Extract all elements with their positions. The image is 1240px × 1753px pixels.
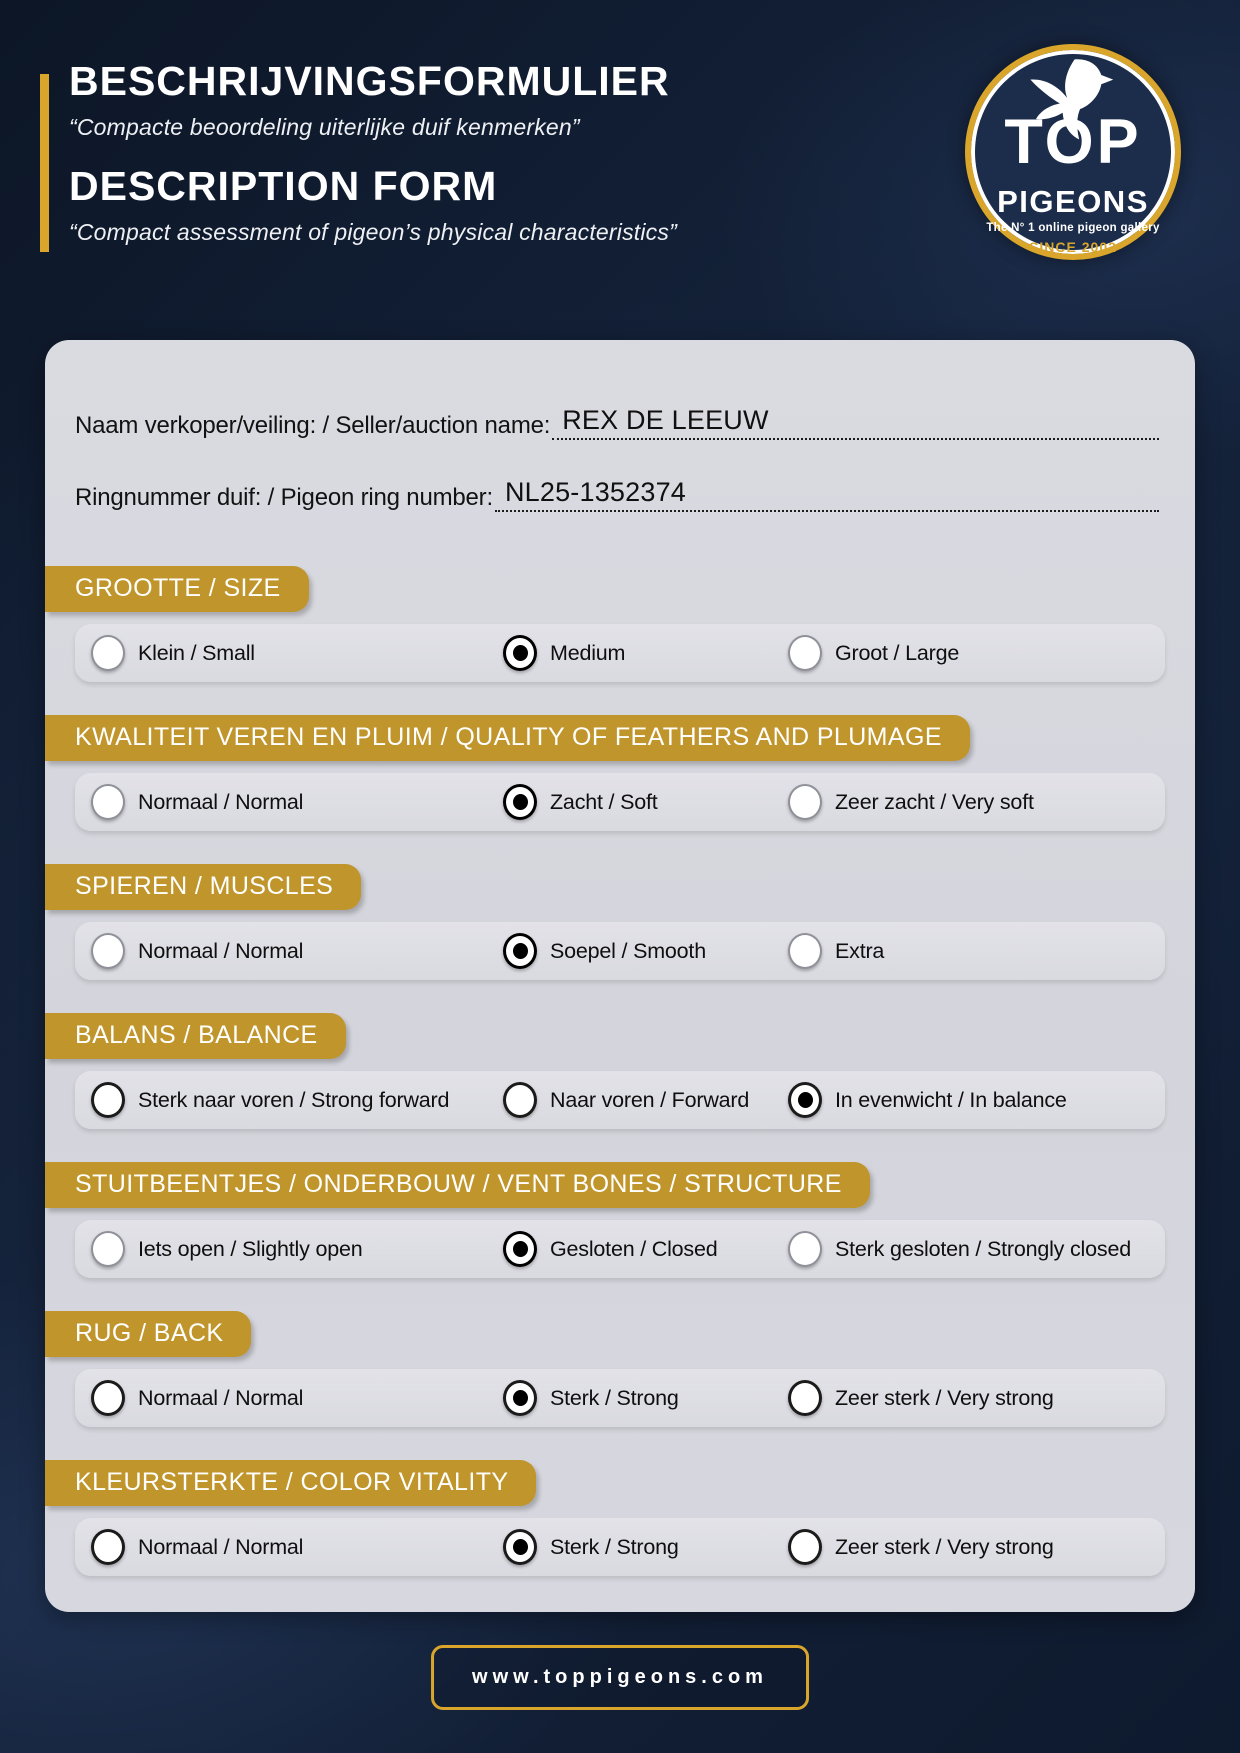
radio-icon[interactable] bbox=[91, 1231, 125, 1267]
website-badge[interactable] bbox=[431, 1645, 809, 1710]
radio-icon[interactable] bbox=[788, 933, 822, 969]
field-ring-number bbox=[75, 476, 1159, 512]
radio-selected-icon[interactable] bbox=[503, 635, 537, 671]
option-label: In evenwicht / In balance bbox=[835, 1087, 1067, 1112]
option-label: Zacht / Soft bbox=[550, 789, 658, 814]
option-label: Sterk naar voren / Strong forward bbox=[138, 1087, 450, 1112]
option-label: Sterk / Strong bbox=[550, 1534, 679, 1559]
form-sections bbox=[45, 566, 1195, 1576]
option bbox=[788, 1529, 1165, 1565]
option-label: Iets open / Slightly open bbox=[138, 1236, 363, 1261]
radio-icon[interactable] bbox=[91, 784, 125, 820]
option bbox=[91, 1529, 503, 1565]
field-dotted-line[interactable] bbox=[552, 404, 1159, 440]
website-url: www.toppigeons.com bbox=[472, 1666, 768, 1688]
option-label: Soepel / Smooth bbox=[550, 938, 706, 963]
option bbox=[788, 784, 1165, 820]
section-rug bbox=[75, 1311, 1165, 1427]
field-label: Naam verkoper/veiling: / Seller/auction name: bbox=[75, 412, 551, 439]
option bbox=[788, 1380, 1165, 1416]
field-dotted-line[interactable] bbox=[495, 476, 1159, 512]
option-label: Sterk gesloten / Strongly closed bbox=[835, 1236, 1131, 1261]
option-label: Medium bbox=[550, 640, 626, 665]
page-subtitle-nl: “Compacte beoordeling uiterlijke duif kenmerken” bbox=[69, 114, 580, 141]
option bbox=[788, 635, 1165, 671]
section-title-badge: KWALITEIT VEREN EN PLUIM / QUALITY OF FEATHERS AND PLUMAGE bbox=[45, 715, 970, 761]
radio-icon[interactable] bbox=[91, 1082, 125, 1118]
page-title-en: DESCRIPTION FORM bbox=[69, 163, 498, 210]
page-title-nl: BESCHRIJVINGSFORMULIER bbox=[69, 58, 670, 104]
option-label: Normaal / Normal bbox=[138, 1385, 304, 1410]
option-label: Extra bbox=[835, 938, 885, 963]
radio-selected-icon[interactable] bbox=[788, 1082, 822, 1118]
option bbox=[503, 635, 788, 671]
section-title-badge: STUITBEENTJES / ONDERBOUW / VENT BONES / STRUCTURE bbox=[45, 1162, 870, 1208]
option bbox=[503, 784, 788, 820]
section-spieren bbox=[75, 864, 1165, 980]
option bbox=[503, 933, 788, 969]
option bbox=[503, 1231, 788, 1267]
radio-icon[interactable] bbox=[788, 1529, 822, 1565]
radio-selected-icon[interactable] bbox=[503, 1380, 537, 1416]
radio-icon[interactable] bbox=[503, 1082, 537, 1118]
option bbox=[788, 933, 1165, 969]
radio-icon[interactable] bbox=[788, 1380, 822, 1416]
field-value: NL25-1352374 bbox=[504, 477, 687, 507]
option-label: Groot / Large bbox=[835, 640, 960, 665]
logo-word-top: TOP bbox=[1004, 107, 1142, 177]
option-label: Normaal / Normal bbox=[138, 1534, 304, 1559]
option-row bbox=[75, 1220, 1165, 1278]
option-label: Zeer sterk / Very strong bbox=[835, 1385, 1054, 1410]
radio-selected-icon[interactable] bbox=[503, 1529, 537, 1565]
section-title-badge: KLEURSTERKTE / COLOR VITALITY bbox=[45, 1460, 536, 1506]
option bbox=[91, 1380, 503, 1416]
radio-selected-icon[interactable] bbox=[503, 784, 537, 820]
option-label: Normaal / Normal bbox=[138, 938, 304, 963]
option-label: Normaal / Normal bbox=[138, 789, 304, 814]
option bbox=[91, 784, 503, 820]
section-balans bbox=[75, 1013, 1165, 1129]
field-value: REX DE LEEUW bbox=[562, 405, 769, 435]
top-pigeons-logo bbox=[965, 44, 1181, 260]
section-kleursterkte bbox=[75, 1460, 1165, 1576]
radio-icon[interactable] bbox=[91, 933, 125, 969]
radio-selected-icon[interactable] bbox=[503, 1231, 537, 1267]
section-title-badge: GROOTTE / SIZE bbox=[45, 566, 309, 612]
form-panel bbox=[45, 340, 1195, 1612]
section-grootte bbox=[75, 566, 1165, 682]
option-row bbox=[75, 1369, 1165, 1427]
section-title-badge: BALANS / BALANCE bbox=[45, 1013, 346, 1059]
option-label: Gesloten / Closed bbox=[550, 1236, 718, 1261]
radio-icon[interactable] bbox=[91, 635, 125, 671]
option bbox=[788, 1082, 1165, 1118]
section-kwaliteit bbox=[75, 715, 1165, 831]
logo-word-pigeons: PIGEONS bbox=[997, 184, 1149, 219]
radio-selected-icon[interactable] bbox=[503, 933, 537, 969]
option-row bbox=[75, 624, 1165, 682]
header bbox=[69, 60, 677, 246]
option-row bbox=[75, 922, 1165, 980]
option-label: Klein / Small bbox=[138, 640, 255, 665]
option bbox=[91, 933, 503, 969]
radio-icon[interactable] bbox=[788, 784, 822, 820]
option-row bbox=[75, 1518, 1165, 1576]
page-subtitle-en: “Compact assessment of pigeon’s physical characteristics” bbox=[69, 219, 677, 246]
option bbox=[91, 1231, 503, 1267]
option-row bbox=[75, 1071, 1165, 1129]
radio-icon[interactable] bbox=[91, 1380, 125, 1416]
header-accent-bar bbox=[40, 74, 49, 252]
option-row bbox=[75, 773, 1165, 831]
logo-tagline: The N° 1 online pigeon gallery bbox=[986, 222, 1160, 234]
option-label: Naar voren / Forward bbox=[550, 1087, 750, 1112]
section-title-badge: SPIEREN / MUSCLES bbox=[45, 864, 361, 910]
radio-icon[interactable] bbox=[788, 635, 822, 671]
option bbox=[788, 1231, 1165, 1267]
radio-icon[interactable] bbox=[91, 1529, 125, 1565]
radio-icon[interactable] bbox=[788, 1231, 822, 1267]
option bbox=[91, 635, 503, 671]
option-label: Zeer zacht / Very soft bbox=[835, 789, 1034, 814]
form-fields bbox=[45, 340, 1195, 512]
option bbox=[503, 1380, 788, 1416]
option-label: Sterk / Strong bbox=[550, 1385, 679, 1410]
section-title-badge: RUG / BACK bbox=[45, 1311, 251, 1357]
option bbox=[503, 1082, 788, 1118]
option-label: Zeer sterk / Very strong bbox=[835, 1534, 1054, 1559]
field-seller-name bbox=[75, 404, 1159, 440]
option bbox=[503, 1529, 788, 1565]
option bbox=[91, 1082, 503, 1118]
logo-since-badge: SINCE 2002 bbox=[1029, 239, 1117, 255]
section-stuitbeentjes bbox=[75, 1162, 1165, 1278]
field-label: Ringnummer duif: / Pigeon ring number: bbox=[75, 484, 493, 511]
